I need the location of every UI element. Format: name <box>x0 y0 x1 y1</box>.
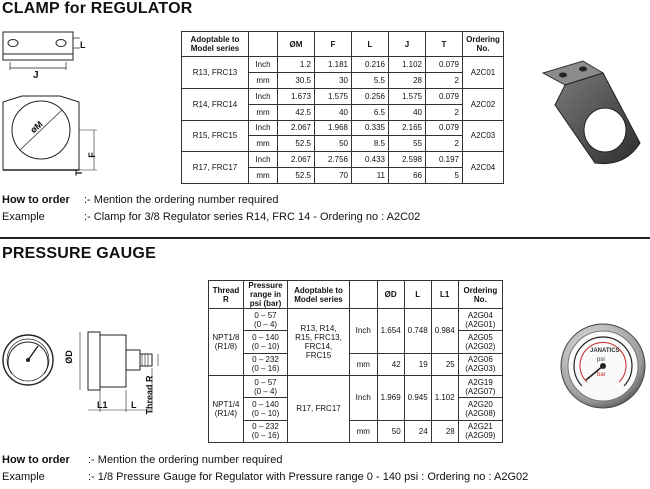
how-label: How to order <box>2 454 70 466</box>
table-row <box>182 57 504 73</box>
value-cell: 8.5 <box>352 136 389 152</box>
value-cell: 0.945 <box>404 375 431 420</box>
range-cell <box>243 353 287 375</box>
range-bar: (0 – 4) <box>253 386 278 396</box>
value-cell: 24 <box>404 420 431 442</box>
value-cell: 0.216 <box>352 57 389 73</box>
value-cell: 2.756 <box>315 152 352 168</box>
value-cell: 52.5 <box>278 136 315 152</box>
unit-cell: Inch <box>249 88 278 104</box>
gauge-example <box>2 471 528 483</box>
unit-cell: Inch <box>249 57 278 73</box>
col-header <box>349 281 377 309</box>
unit-cell: Inch <box>349 375 377 420</box>
value-cell: 66 <box>389 168 426 184</box>
unit-cell: mm <box>249 136 278 152</box>
model-cell: R17, FRC17 <box>288 375 350 442</box>
gauge-dim-l1: L1 <box>97 400 108 410</box>
order-cell <box>458 420 502 442</box>
value-cell: 0.079 <box>426 57 463 73</box>
value-cell: 1.102 <box>389 57 426 73</box>
order-cell <box>458 331 502 353</box>
value-cell: 42.5 <box>278 104 315 120</box>
order-no: A2G04 <box>467 310 493 320</box>
value-cell: 0.197 <box>426 152 463 168</box>
range-psi: 0 – 232 <box>252 422 279 432</box>
value-cell: 2.598 <box>389 152 426 168</box>
unit-cell: mm <box>349 420 377 442</box>
order-no: A2G19 <box>467 377 493 387</box>
how-text: :- Mention the ordering number required <box>88 454 283 466</box>
col-header: L1 <box>431 281 458 309</box>
table-row <box>209 375 503 397</box>
order-cell: A2C01 <box>463 57 504 89</box>
range-bar: (0 – 10) <box>251 408 280 418</box>
example-text: :- Clamp for 3/8 Regulator series R14, FRC 14 - Ordering no : A2C02 <box>84 211 421 223</box>
clamp-spec-table <box>181 31 504 184</box>
value-cell: 1.968 <box>315 120 352 136</box>
gauge-dial-brand: JANATICS <box>590 348 620 354</box>
col-header: Thread R <box>209 281 244 309</box>
range-psi: 0 – 232 <box>252 355 279 365</box>
value-cell: 5.5 <box>352 72 389 88</box>
range-psi: 0 – 57 <box>254 377 277 387</box>
range-bar: (0 – 10) <box>251 341 280 351</box>
order-cell <box>458 398 502 420</box>
model-cell: R13, FRC13 <box>182 57 249 89</box>
model-cell: R15, FRC15 <box>182 120 249 152</box>
col-header: ØD <box>377 281 404 309</box>
gauge-spec-table <box>208 280 503 443</box>
value-cell: 2.165 <box>389 120 426 136</box>
value-cell: 50 <box>315 136 352 152</box>
unit-cell: Inch <box>349 309 377 354</box>
value-cell: 0.748 <box>404 309 431 354</box>
col-header: Pressure range in psi (bar) <box>243 281 287 309</box>
value-cell: 1.673 <box>278 88 315 104</box>
col-header: T <box>426 32 463 57</box>
gauge-dim-thread: Thread R <box>144 375 155 415</box>
model-cell: R13, R14, R15, FRC13, FRC14, FRC15 <box>288 309 350 376</box>
col-header: Ordering No. <box>463 32 504 57</box>
value-cell: 1.654 <box>377 309 404 354</box>
order-alt: (A2G03) <box>465 364 496 374</box>
value-cell: 1.575 <box>389 88 426 104</box>
clamp-bracket-photo <box>525 55 650 175</box>
order-cell <box>458 375 502 397</box>
gauge-dim-d: ØD <box>63 350 74 364</box>
clamp-dim-t: T <box>73 170 84 176</box>
gauge-dial-photo <box>560 322 646 412</box>
unit-cell: mm <box>249 168 278 184</box>
example-label: Example <box>2 211 45 223</box>
value-cell: 30 <box>315 72 352 88</box>
value-cell: 1.102 <box>431 375 458 420</box>
value-cell: 25 <box>431 353 458 375</box>
unit-cell: mm <box>249 104 278 120</box>
order-cell: A2C03 <box>463 120 504 152</box>
order-alt: (A2G09) <box>465 431 496 441</box>
col-header: L <box>352 32 389 57</box>
value-cell: 50 <box>377 420 404 442</box>
value-cell: 0.335 <box>352 120 389 136</box>
table-row <box>209 420 503 442</box>
order-cell: A2C04 <box>463 152 504 184</box>
clamp-top-view-drawing <box>0 24 90 84</box>
thread-cell: NPT1/8 (R1/8) <box>209 309 244 376</box>
value-cell: 1.2 <box>278 57 315 73</box>
example-text: :- 1/8 Pressure Gauge for Regulator with Pressure range 0 - 140 psi : Ordering no : A2G02 <box>88 471 529 483</box>
order-alt: (A2G08) <box>465 408 496 418</box>
order-alt: (A2G07) <box>465 386 496 396</box>
range-psi: 0 – 140 <box>252 399 279 409</box>
range-bar: (0 – 4) <box>253 319 278 329</box>
table-row <box>209 353 503 375</box>
col-header: L <box>404 281 431 309</box>
order-cell <box>458 353 502 375</box>
col-header: Adoptable to Model series <box>182 32 249 57</box>
value-cell: 2 <box>426 136 463 152</box>
order-cell: A2C02 <box>463 88 504 120</box>
model-cell: R14, FRC14 <box>182 88 249 120</box>
clamp-dim-j: J <box>33 70 39 81</box>
order-alt: (A2G02) <box>465 341 496 351</box>
order-alt: (A2G01) <box>465 319 496 329</box>
value-cell: 2 <box>426 104 463 120</box>
value-cell: 0.256 <box>352 88 389 104</box>
col-header: Adoptable to Model series <box>288 281 350 309</box>
clamp-title: CLAMP for REGULATOR <box>2 0 193 17</box>
value-cell: 0.079 <box>426 120 463 136</box>
clamp-dim-l: L <box>80 40 86 50</box>
gauge-how-to-order <box>2 454 282 466</box>
how-text: :- Mention the ordering number required <box>84 194 279 206</box>
value-cell: 1.969 <box>377 375 404 420</box>
model-cell: R17, FRC17 <box>182 152 249 184</box>
gauge-front-view-drawing <box>0 328 60 398</box>
table-row <box>182 152 504 168</box>
unit-cell: mm <box>249 72 278 88</box>
col-header: F <box>315 32 352 57</box>
range-cell <box>243 420 287 442</box>
col-header: Ordering No. <box>458 281 502 309</box>
order-no: A2G21 <box>467 422 493 432</box>
value-cell: 0.984 <box>431 309 458 354</box>
order-cell <box>458 309 502 331</box>
range-cell <box>243 375 287 397</box>
clamp-dim-m: øM <box>28 118 45 136</box>
unit-cell: Inch <box>249 152 278 168</box>
value-cell: 19 <box>404 353 431 375</box>
value-cell: 5 <box>426 168 463 184</box>
value-cell: 28 <box>431 420 458 442</box>
value-cell: 28 <box>389 72 426 88</box>
order-no: A2G06 <box>467 355 493 365</box>
clamp-front-view-drawing <box>0 92 110 187</box>
range-cell <box>243 331 287 353</box>
gauge-title: PRESSURE GAUGE <box>2 245 156 262</box>
value-cell: 42 <box>377 353 404 375</box>
range-psi: 0 – 57 <box>254 310 277 320</box>
gauge-dial-unit-psi: psi <box>597 357 605 363</box>
table-row <box>182 120 504 136</box>
value-cell: 0.079 <box>426 88 463 104</box>
value-cell: 2.067 <box>278 120 315 136</box>
col-header: ØM <box>278 32 315 57</box>
range-psi: 0 – 140 <box>252 332 279 342</box>
value-cell: 40 <box>389 104 426 120</box>
how-label: How to order <box>2 194 70 206</box>
unit-cell: mm <box>349 353 377 375</box>
value-cell: 6.5 <box>352 104 389 120</box>
value-cell: 1.181 <box>315 57 352 73</box>
clamp-example <box>2 211 420 223</box>
order-no: A2G20 <box>467 399 493 409</box>
value-cell: 70 <box>315 168 352 184</box>
gauge-dim-l: L <box>131 400 137 410</box>
value-cell: 2.067 <box>278 152 315 168</box>
col-header: J <box>389 32 426 57</box>
example-label: Example <box>2 471 45 483</box>
clamp-how-to-order <box>2 194 278 206</box>
value-cell: 52.5 <box>278 168 315 184</box>
section-divider <box>0 237 650 239</box>
value-cell: 1.575 <box>315 88 352 104</box>
table-row <box>209 309 503 331</box>
table-row <box>182 88 504 104</box>
value-cell: 40 <box>315 104 352 120</box>
value-cell: 2 <box>426 72 463 88</box>
range-bar: (0 – 16) <box>251 431 280 441</box>
range-cell <box>243 309 287 331</box>
value-cell: 55 <box>389 136 426 152</box>
thread-cell: NPT1/4 (R1/4) <box>209 375 244 442</box>
col-header <box>249 32 278 57</box>
gauge-dial-unit-bar: bar <box>597 372 606 378</box>
value-cell: 30.5 <box>278 72 315 88</box>
unit-cell: Inch <box>249 120 278 136</box>
clamp-dim-f: F <box>86 152 97 158</box>
order-no: A2G05 <box>467 332 493 342</box>
range-cell <box>243 398 287 420</box>
value-cell: 11 <box>352 168 389 184</box>
value-cell: 0.433 <box>352 152 389 168</box>
range-bar: (0 – 16) <box>251 364 280 374</box>
